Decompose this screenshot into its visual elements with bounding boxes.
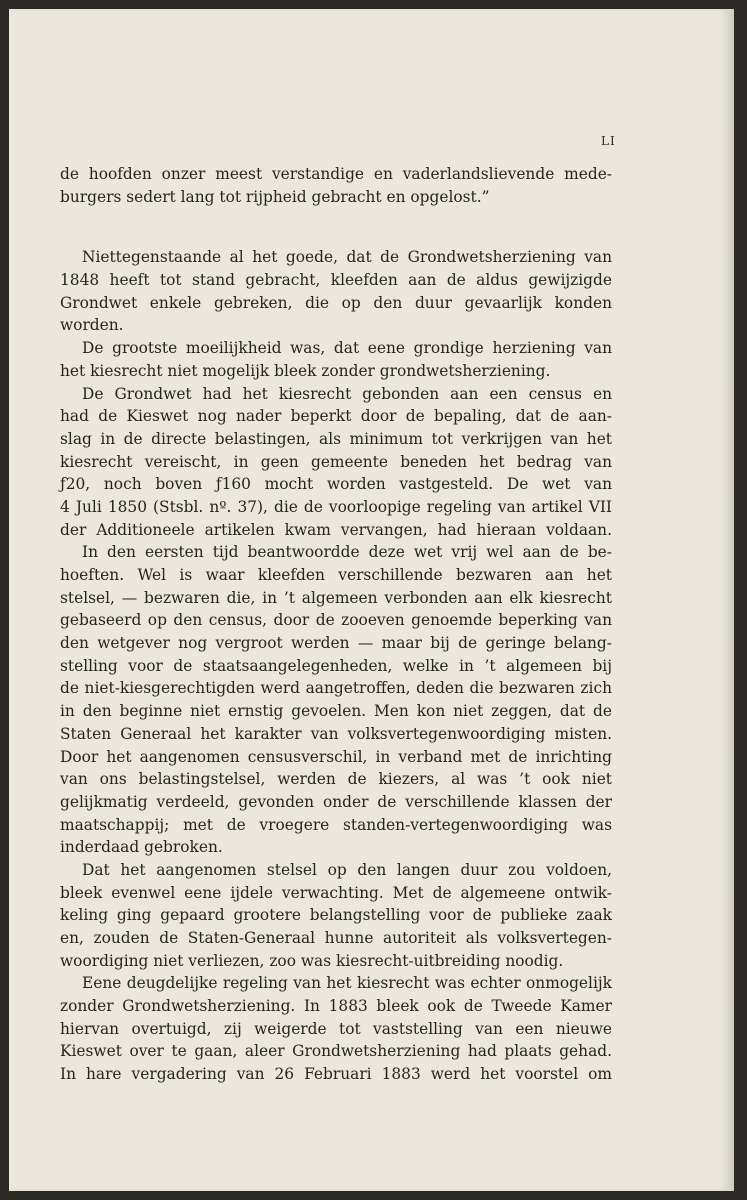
text-line: Grondwet enkele gebreken, die op den duur gevaarlijk konden [60, 293, 612, 312]
text-line: Eene deugdelijke regeling van het kiesrecht was echter onmogelijk [82, 974, 612, 993]
text-line: In den eersten tijd beantwoordde deze wet vrij wel aan de be- [82, 543, 612, 562]
text-line: Door het aangenomen censusverschil, in verband met de inrichting [60, 747, 612, 766]
text-line: hoeften. Wel is waar kleefden verschillende bezwaren aan het [60, 566, 612, 584]
text-line: de niet-kiesgerechtigden werd aangetroffen, deden die bezwaren zich [60, 679, 612, 698]
text-line: had de Kieswet nog nader beperkt door de bepaling, dat de aan- [60, 407, 612, 426]
text-line: ƒ20, noch boven ƒ160 mocht worden vastgesteld. De wet van [60, 475, 612, 494]
text-line: zonder Grondwetsherziening. In 1883 bleek ook de Tweede Kamer [60, 997, 612, 1016]
text-line: keling ging gepaard grootere belangstelling voor de publieke zaak [60, 906, 612, 925]
text-line: kiesrecht vereischt, in geen gemeente beneden het bedrag van [60, 452, 612, 471]
text-line: De Grondwet had het kiesrecht gebonden aan een census en [82, 384, 612, 403]
text-line: den wetgever nog vergroot werden — maar bij de geringe belang- [60, 634, 612, 653]
text-line: het kiesrecht niet mogelijk bleek zonder grondwetsherziening. [60, 361, 551, 380]
body-text [60, 163, 612, 1086]
text-line: Kieswet over te gaan, aleer Grondwetsherziening had plaats gehad. [60, 1042, 612, 1061]
text-line: gebaseerd op den census, door de zooeven genoemde beperking van [60, 611, 612, 630]
text-line: en, zouden de Staten-Generaal hunne autoriteit als volksvertegen- [60, 929, 612, 947]
text-line: van ons belastingstelsel, werden de kiezers, al was ’t ook niet [60, 770, 612, 789]
text-line: hiervan overtuigd, zij weigerde tot vaststelling van een nieuwe [60, 1019, 612, 1038]
text-line: stelsel, — bezwaren die, in ’t algemeen verbonden aan elk kiesrecht [60, 588, 612, 607]
text-line: worden. [60, 316, 124, 335]
text-line: woordiging niet verliezen, zoo was kiesrecht-uitbreiding noodig. [60, 951, 564, 970]
text-line: 4 Juli 1850 (Stsbl. nº. 37), die de voorloopige regeling van artikel VII [60, 497, 612, 516]
text-line: Niettegenstaande al het goede, dat de Grondwetsherziening van [82, 248, 612, 267]
text-line: inderdaad gebroken. [60, 838, 223, 857]
paragraph-gap [60, 208, 612, 246]
text-line: stelling voor de staatsaangelegenheden, welke in ’t algemeen bij [60, 656, 612, 675]
text-line: 1848 heeft tot stand gebracht, kleefden aan de aldus gewijzigde [60, 271, 612, 290]
text-line: burgers sedert lang tot rijpheid gebracht en opgelost.” [60, 187, 490, 206]
text-line: bleek evenwel eene ijdele verwachting. Met de algemeene ontwik- [60, 883, 612, 902]
book-page [9, 9, 734, 1191]
page-number: LI [601, 134, 616, 148]
text-line: in den beginne niet ernstig gevoelen. Men kon niet zeggen, dat de [60, 702, 612, 721]
text-line: Dat het aangenomen stelsel op den langen duur zou voldoen, [82, 860, 612, 879]
page-fold-shadow [720, 9, 734, 1191]
text-line: gelijkmatig verdeeld, gevonden onder de verschillende klassen der [60, 792, 612, 811]
text-line: De grootste moeilijkheid was, dat eene grondige herziening van [82, 339, 612, 358]
text-line: slag in de directe belastingen, als minimum tot verkrijgen van het [60, 429, 612, 448]
text-line: In hare vergadering van 26 Februari 1883 werd het voorstel om [60, 1065, 612, 1084]
text-line: de hoofden onzer meest verstandige en vaderlandslievende mede- [60, 165, 612, 183]
text-line: maatschappij; met de vroegere standen-vertegenwoordiging was [60, 815, 612, 834]
text-line: der Additioneele artikelen kwam vervangen, had hieraan voldaan. [60, 520, 612, 539]
text-line: Staten Generaal het karakter van volksvertegenwoordiging misten. [60, 724, 612, 743]
